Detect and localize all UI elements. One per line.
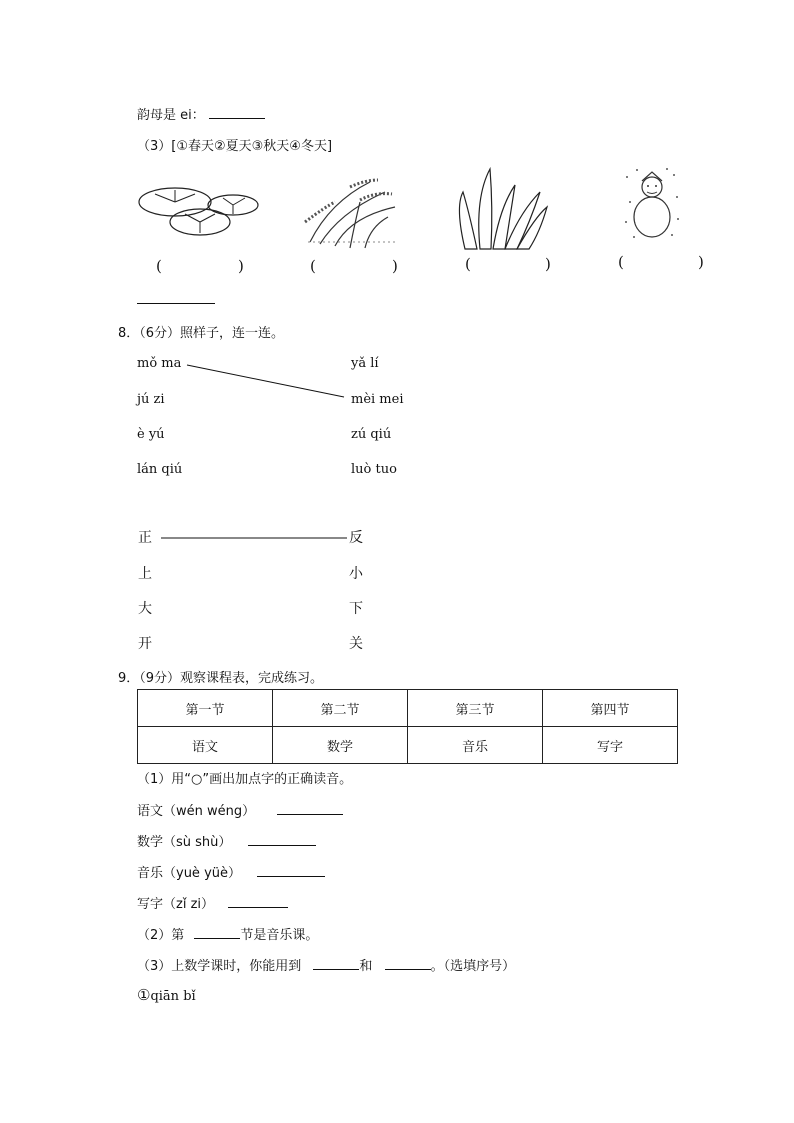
- q8-heading: 8．（6分）照样子，连一连。: [118, 326, 285, 341]
- pinyin-left-2[interactable]: jú zi: [137, 392, 165, 407]
- answer-paren-2-open: (: [310, 257, 316, 275]
- q9-sub3-mid: 和: [359, 959, 373, 974]
- table-row: [138, 727, 678, 764]
- table-cell: 语文: [138, 727, 273, 764]
- q9-sub2-suffix: 节是音乐课。: [240, 928, 319, 943]
- char-right-3[interactable]: 下: [349, 601, 363, 617]
- answer-paren-1-open: (: [156, 257, 162, 275]
- table-row: [138, 690, 678, 727]
- reading-1: 语文（wén wéng）: [137, 804, 256, 819]
- q9-sub2: [137, 924, 318, 943]
- q9-sub1-instruction: （1）用“○”画出加点字的正确读音。: [137, 772, 353, 787]
- reading-line-2: [137, 831, 316, 850]
- pinyin-left-1[interactable]: mǒ ma: [137, 356, 182, 371]
- q9-sub3-prefix: （3）上数学课时，你能用到: [137, 959, 302, 974]
- reading-line-4: [137, 893, 288, 912]
- char-left-4[interactable]: 开: [138, 636, 152, 652]
- reading-2: 数学（sù shù）: [137, 835, 232, 850]
- reading-line-3: [137, 862, 325, 881]
- final-ei-label: 韵母是 ei：: [137, 108, 205, 123]
- answer-paren-4-close: ): [698, 253, 704, 271]
- reading-4-blank[interactable]: [228, 895, 288, 908]
- reading-4: 写字（zǐ zi）: [137, 897, 215, 912]
- table-header-cell: 第三节: [408, 690, 543, 727]
- option-1: [137, 986, 196, 1004]
- reading-3: 音乐（yuè yüè）: [137, 866, 241, 881]
- q9-sub3-blank-1[interactable]: [313, 957, 359, 970]
- char-left-2[interactable]: 上: [138, 566, 152, 582]
- table-cell: 写字: [543, 727, 678, 764]
- option-1-text: qiān bǐ: [150, 989, 196, 1004]
- table-cell: 数学: [273, 727, 408, 764]
- reading-line-1: [137, 800, 343, 819]
- pinyin-right-3[interactable]: zú qiú: [351, 427, 392, 442]
- reading-3-blank[interactable]: [257, 864, 325, 877]
- pinyin-right-1[interactable]: yǎ lí: [351, 356, 379, 371]
- reading-1-blank[interactable]: [277, 802, 343, 815]
- char-right-4[interactable]: 关: [349, 636, 363, 652]
- q9-sub3-suffix: 。（选填序号）: [430, 959, 516, 974]
- option-1-number: ①: [137, 986, 151, 1004]
- answer-paren-3-close: ): [545, 255, 551, 273]
- schedule-table: [137, 689, 678, 764]
- q9-sub3: [137, 955, 515, 974]
- pinyin-right-4[interactable]: luò tuo: [351, 462, 397, 477]
- q9-sub3-blank-2[interactable]: [385, 957, 431, 970]
- answer-paren-2-close: ): [392, 257, 398, 275]
- char-right-1[interactable]: 反: [349, 530, 363, 546]
- char-right-2[interactable]: 小: [349, 566, 363, 582]
- q9-sub2-blank[interactable]: [194, 926, 240, 939]
- answer-paren-4-open: (: [618, 253, 624, 271]
- table-cell: 音乐: [408, 727, 543, 764]
- reading-2-blank[interactable]: [248, 833, 316, 846]
- answer-paren-1-close: ): [238, 257, 244, 275]
- pinyin-right-2[interactable]: mèi mei: [351, 392, 404, 407]
- char-left-3[interactable]: 大: [138, 601, 152, 617]
- table-header-cell: 第二节: [273, 690, 408, 727]
- pinyin-left-4[interactable]: lán qiú: [137, 462, 183, 477]
- season-question-label: （3）[①春天②夏天③秋天④冬天]: [137, 139, 333, 154]
- table-header-cell: 第四节: [543, 690, 678, 727]
- char-left-1[interactable]: 正: [138, 530, 152, 546]
- q9-sub2-prefix: （2）第: [137, 928, 185, 943]
- answer-paren-3-open: (: [465, 255, 471, 273]
- pinyin-left-3[interactable]: è yú: [137, 427, 165, 442]
- q9-heading: 9．（9分）观察课程表，完成练习。: [118, 671, 324, 686]
- table-header-cell: 第一节: [138, 690, 273, 727]
